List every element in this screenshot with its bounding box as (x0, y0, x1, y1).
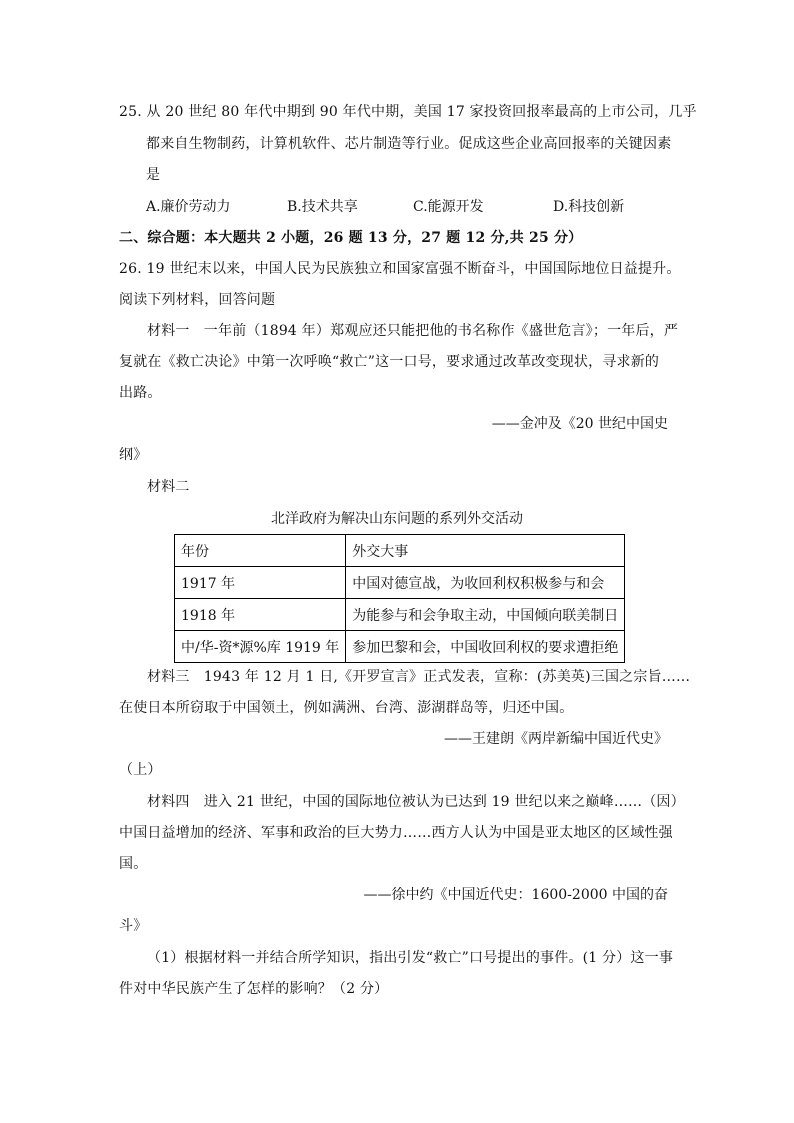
table-row (175, 599, 625, 631)
table-cell-year: 1918 年 (175, 599, 346, 631)
table-cell-event: 中国对德宣战，为收回利权积极参与和会 (346, 567, 625, 599)
material-3-source-cont: （上） (119, 762, 162, 778)
table-cell-event: 参加巴黎和会，中国收回利权的要求遭拒绝 (346, 631, 625, 663)
table-header-row (175, 535, 625, 567)
table-cell-year: 1917 年 (175, 567, 346, 599)
q25-option-c: C.能源开发 (413, 199, 484, 215)
q26-intro-line-1: 26. 19 世纪末以来，中国人民为民族独立和国家富强不断奋斗，中国国际地位日益提升。 (119, 261, 681, 277)
material-3-line-2: 在使日本所窃取于中国领土，例如满洲、台湾、澎湖群岛等，归还中国。 (119, 700, 574, 716)
diplomacy-table (174, 534, 625, 663)
material-4-line-3: 国。 (119, 856, 148, 872)
material-1-line-3: 出路。 (119, 385, 162, 401)
material-4-line-2: 中国日益增加的经济、军事和政治的巨大势力……西方人认为中国是亚太地区的区域性强 (119, 825, 673, 841)
material-4-line-1: 材料四 进入 21 世纪，中国的国际地位被认为已达到 19 世纪以来之巅峰……（因） (147, 794, 685, 810)
q26-intro-line-2: 阅读下列材料，回答问题 (119, 292, 276, 308)
table-caption: 北洋政府为解决山东问题的系列外交活动 (271, 511, 523, 527)
sub-question-1-line-1: （1）根据材料一并结合所学知识，指出引发“救亡”口号提出的事件。(1 分）这一事 (147, 950, 674, 966)
material-1-line-1: 材料一 一年前（1894 年）郑观应还只能把他的书名称作《盛世危言》；一年后，严 (147, 323, 679, 339)
material-1-source: ——金冲及《20 世纪中国史 (491, 416, 668, 432)
material-1-source-cont: 纲》 (119, 447, 148, 463)
q25-option-b: B.技术共享 (287, 199, 358, 215)
table-cell-year: 中/华-资*源%库 1919 年 (175, 631, 346, 663)
q25-option-a: A.廉价劳动力 (146, 199, 231, 215)
sub-question-1-line-2: 件对中华民族产生了怎样的影响？（2 分） (119, 981, 389, 997)
material-3-line-1: 材料三 1943 年 12 月 1 日,《开罗宣言》正式发表，宣称：(苏美英)三国之宗旨…… (147, 669, 691, 685)
material-2-label: 材料二 (147, 479, 190, 495)
q25-option-d: D.科技创新 (553, 199, 625, 215)
q25-line-1: 25. 从 20 世纪 80 年代中期到 90 年代中期，美国 17 家投资回报率最高的上市公司，几乎 (119, 104, 697, 120)
table-row (175, 567, 625, 599)
material-4-source-cont: 斗》 (119, 918, 148, 934)
material-4-source: ——徐中约《中国近代史：1600-2000 中国的奋 (363, 887, 668, 903)
q25-line-2: 都来自生物制药，计算机软件、芯片制造等行业。促成这些企业高回报率的关键因素 (146, 136, 672, 152)
section-2-heading: 二、综合题：本大题共 2 小题，26 题 13 分，27 题 12 分,共 25 分） (119, 230, 583, 246)
table-header-year: 年份 (175, 535, 346, 567)
table-cell-event: 为能参与和会争取主动，中国倾向联美制日 (346, 599, 625, 631)
material-1-line-2: 复就在《救亡决论》中第一次呼唤“救亡”这一口号，要求通过改革改变现状，寻求新的 (119, 354, 660, 370)
q25-line-3: 是 (146, 167, 161, 183)
table-header-event: 外交大事 (346, 535, 625, 567)
material-3-source: ——王建朗《两岸新编中国近代史》 (444, 731, 668, 747)
table-row (175, 631, 625, 663)
